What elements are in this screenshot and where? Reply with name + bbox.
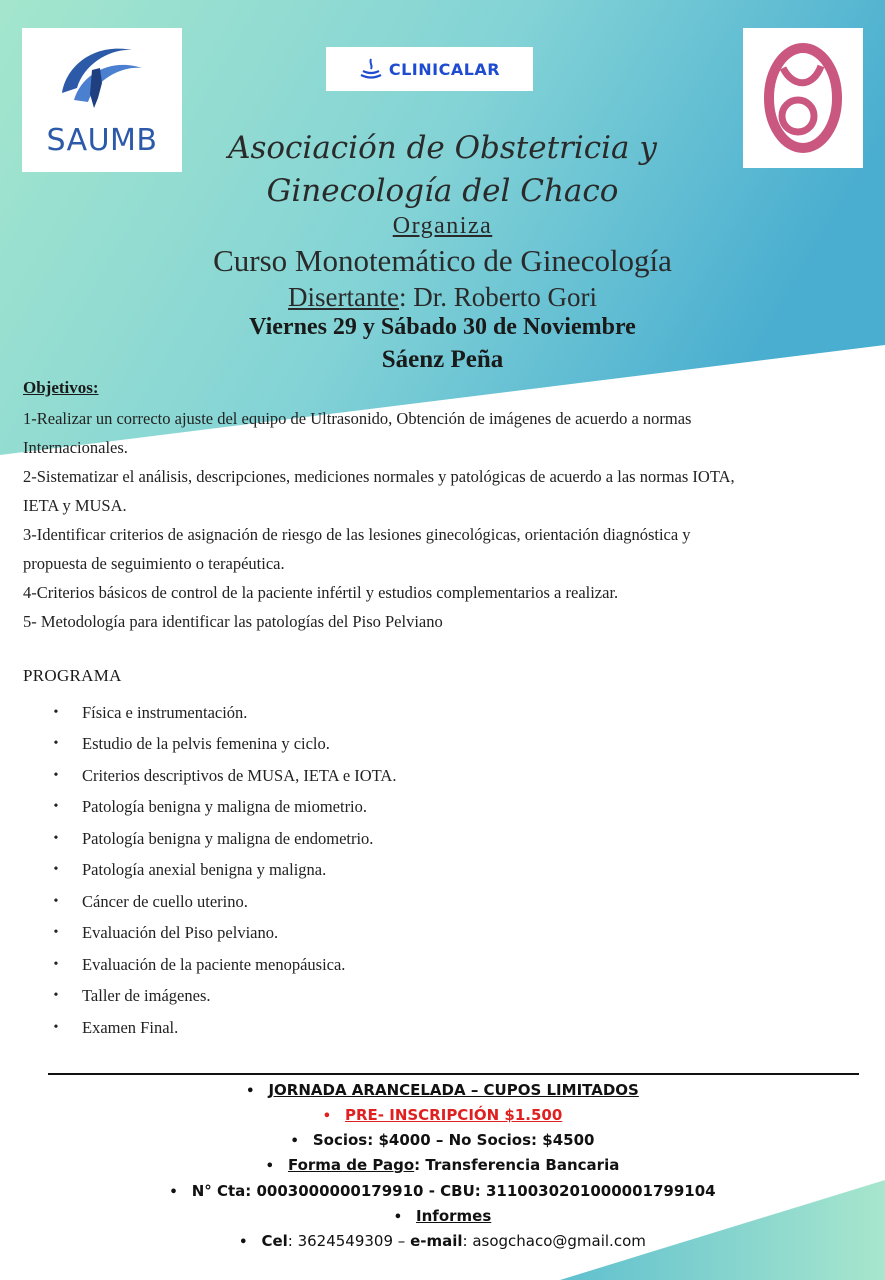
footer-jornada: • JORNADA ARANCELADA – CUPOS LIMITADOS xyxy=(246,1081,639,1099)
objetivos-heading: Objetivos: xyxy=(23,378,99,397)
programa-list xyxy=(48,697,748,1044)
organiza-label: Organiza xyxy=(392,213,493,239)
bullet-icon: • xyxy=(246,1084,255,1099)
footer-forma-pago: • Forma de Pago: Transferencia Bancaria xyxy=(265,1156,620,1174)
objetivo-line: propuesta de seguimiento o terapéutica. xyxy=(23,554,285,573)
bullet-icon: • xyxy=(53,830,59,846)
objetivo-line: Internacionales. xyxy=(23,438,128,457)
list-item: • Estudio de la pelvis femenina y ciclo. xyxy=(48,729,748,761)
speaker-line xyxy=(0,282,885,313)
bullet-icon: • xyxy=(53,956,59,972)
clinicalar-logo xyxy=(326,47,533,91)
clinicalar-wordmark: CLINICALAR xyxy=(388,59,501,79)
bullet-icon: • xyxy=(53,799,59,815)
programa-heading: PROGRAMA xyxy=(23,666,122,685)
objetivo-line: 1-Realizar un correcto ajuste del equipo de Ultrasonido, Obtención de imágenes de acuerdo a normas xyxy=(23,409,692,428)
bullet-icon: • xyxy=(265,1159,274,1174)
list-item: • Patología anexial benigna y maligna. xyxy=(48,855,748,887)
email-label: e-mail xyxy=(410,1232,463,1250)
list-item: • Física e instrumentación. xyxy=(48,697,748,729)
objetivo-line: 4-Criterios básicos de control de la paciente infértil y estudios complementarios a realizar. xyxy=(23,583,619,602)
waves-icon xyxy=(359,57,383,81)
footer-socios: • Socios: $4000 – No Socios: $4500 xyxy=(290,1131,595,1149)
speaker-name: : Dr. Roberto Gori xyxy=(398,282,597,312)
list-item: • Evaluación del Piso pelviano. xyxy=(48,918,748,950)
organization-name-line2: Ginecología del Chaco xyxy=(266,173,619,209)
footer-cuenta: • N° Cta: 0003000000179910 - CBU: 3110030201000001799104 xyxy=(169,1182,716,1200)
list-item: • Evaluación de la paciente menopáusica. xyxy=(48,949,748,981)
bullet-icon: • xyxy=(53,767,59,783)
event-place: Sáenz Peña xyxy=(381,346,504,373)
list-item: • Criterios descriptivos de MUSA, IETA e IOTA. xyxy=(48,760,748,792)
bullet-icon: • xyxy=(239,1235,248,1250)
bullet-icon: • xyxy=(53,988,59,1004)
objetivos-text xyxy=(23,404,868,636)
bullet-icon: • xyxy=(393,1210,403,1225)
course-title: Curso Monotemático de Ginecología xyxy=(213,243,672,278)
bullet-icon: • xyxy=(53,893,59,909)
footer-informes: • Informes xyxy=(393,1207,492,1225)
email-value: : asogchaco@gmail.com xyxy=(462,1232,646,1250)
bullet-icon: • xyxy=(169,1185,178,1200)
bullet-icon: • xyxy=(53,1019,59,1035)
bullet-icon: • xyxy=(322,1109,331,1124)
objetivo-line: 5- Metodología para identificar las patologías del Piso Pelviano xyxy=(23,612,443,631)
list-item: • Patología benigna y maligna de miometrio. xyxy=(48,792,748,824)
cel-label: Cel xyxy=(261,1232,288,1250)
section-divider xyxy=(48,1073,859,1075)
event-dates: Viernes 29 y Sábado 30 de Noviembre xyxy=(249,314,636,340)
bullet-icon: • xyxy=(53,704,59,720)
bullet-icon: • xyxy=(53,925,59,941)
list-item: • Examen Final. xyxy=(48,1012,748,1044)
cel-value: : 3624549309 – xyxy=(287,1232,411,1250)
bullet-icon: • xyxy=(290,1134,299,1149)
saumb-wordmark: SAUMB xyxy=(46,123,158,158)
objetivo-line: 2-Sistematizar el análisis, descripciones, mediciones normales y patológicas de acuerdo a las normas IOTA, xyxy=(23,467,735,486)
list-item: • Taller de imágenes. xyxy=(48,981,748,1013)
list-item: • Cáncer de cuello uterino. xyxy=(48,886,748,918)
bullet-icon: • xyxy=(53,862,59,878)
objetivo-line: IETA y MUSA. xyxy=(23,496,127,515)
speaker-label: Disertante xyxy=(288,282,399,312)
footer-contacto xyxy=(0,1232,885,1250)
footer-preinscripcion: • PRE- INSCRIPCIÓN $1.500 xyxy=(322,1106,563,1124)
organization-name-line1: Asociación de Obstetricia y xyxy=(228,130,657,166)
objetivo-line: 3-Identificar criterios de asignación de riesgo de las lesiones ginecológicas, orientación diagnóstica y xyxy=(23,525,691,544)
list-item: • Patología benigna y maligna de endometrio. xyxy=(48,823,748,855)
bullet-icon: • xyxy=(53,736,59,752)
saumb-emblem-icon xyxy=(22,28,182,138)
